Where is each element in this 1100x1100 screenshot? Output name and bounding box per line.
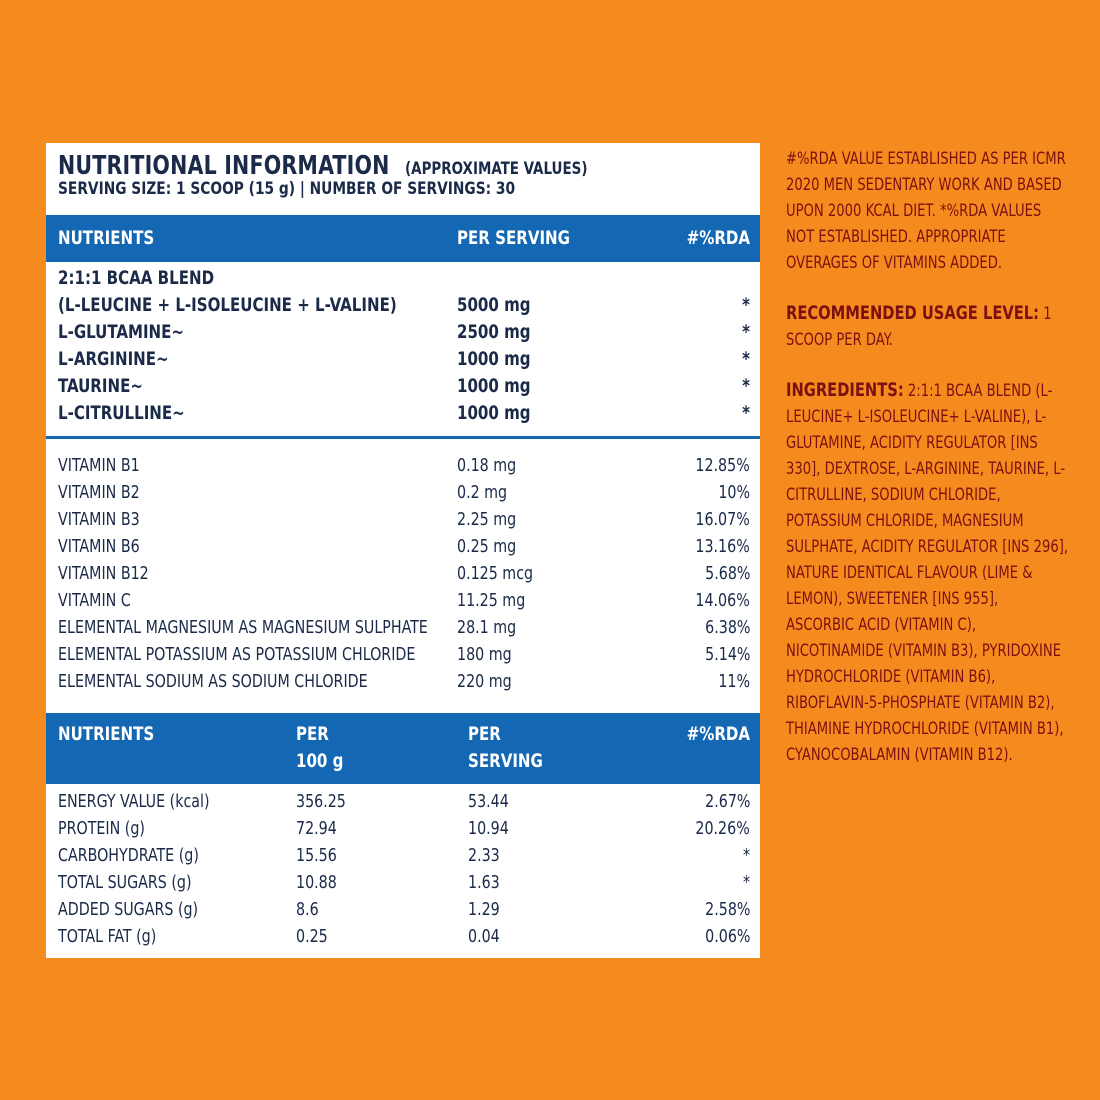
- table-row: [46, 455, 760, 482]
- section-divider: [46, 436, 760, 439]
- nutrition-serving: 1.63: [468, 872, 500, 893]
- table-header-nutrition: [46, 713, 760, 784]
- list-item: [46, 267, 760, 294]
- nutrition-rda: 2.58%: [704, 899, 750, 920]
- vitamin-rda: 12.85%: [695, 455, 750, 476]
- nutrition-name: PROTEIN (g): [58, 818, 145, 839]
- header2-rda: #%RDA: [686, 723, 750, 745]
- header2-per100-line2: 100 g: [296, 750, 344, 772]
- table-row: [46, 644, 760, 671]
- nutrition-rda: 0.06%: [704, 926, 750, 947]
- vitamin-name: VITAMIN B6: [58, 536, 140, 557]
- nutrient-rda: *: [742, 294, 750, 316]
- nutrient-value: 1000 mg: [457, 348, 531, 370]
- nutrition-per100: 356.25: [296, 791, 346, 812]
- vitamin-value: 0.18 mg: [457, 455, 517, 476]
- list-item: [46, 294, 760, 321]
- vitamin-value: 11.25 mg: [457, 590, 526, 611]
- vitamin-rda: 13.16%: [695, 536, 750, 557]
- header-nutrients: NUTRIENTS: [58, 227, 155, 249]
- vitamins-section: [46, 455, 760, 698]
- nutrition-rda: *: [742, 845, 750, 866]
- header2-nutrients: NUTRIENTS: [58, 723, 155, 745]
- vitamin-rda: 6.38%: [704, 617, 750, 638]
- rda-note: #%RDA VALUE ESTABLISHED AS PER ICMR 2020 MEN SEDENTARY WORK AND BASED UPON 2000 KCAL DIET. *%RDA VALUES NOT ESTABLISHED. APPROPRIATE OVERAGES OF VITAMINS ADDED.: [786, 149, 1066, 273]
- nutrition-name: ENERGY VALUE (kcal): [58, 791, 210, 812]
- vitamin-value: 180 mg: [457, 644, 512, 665]
- serving-info: SERVING SIZE: 1 SCOOP (15 g) | NUMBER OF SERVINGS: 30: [58, 179, 516, 199]
- nutrient-rda: *: [742, 375, 750, 397]
- ingredients-text: 2:1:1 BCAA BLEND (L-LEUCINE+ L-ISOLEUCINE+ L-VALINE), L-GLUTAMINE, ACIDITY REGULATOR [INS 330], DEXTROSE, L-ARGININE, TAURINE, L-CITRULLINE, SODIUM CHLORIDE, POTASSIUM CHLORIDE, MAGNESIUM SULPHATE, ACIDITY REGULATOR [INS 296], NATURE IDENTICAL FLAVOUR (LIME & LEMON), SWEETENER [INS 955], ASCORBIC ACID (VITAMIN C), NICOTINAMIDE (VITAMIN B3), PYRIDOXINE HYDROCHLORIDE (VITAMIN B6), RIBOFLAVIN-5-PHOSPHATE (VITAMIN B2), THIAMINE HYDROCHLORIDE (VITAMIN B1), CYANOCOBALAMIN (VITAMIN B12).: [786, 381, 1068, 765]
- nutrition-rda: 20.26%: [695, 818, 750, 839]
- table-row: [46, 899, 760, 926]
- vitamin-rda: 11%: [718, 671, 750, 692]
- table-row: [46, 845, 760, 872]
- nutrient-value: 2500 mg: [457, 321, 531, 343]
- vitamin-rda: 5.14%: [704, 644, 750, 665]
- nutrition-rda: 2.67%: [704, 791, 750, 812]
- vitamin-name: VITAMIN C: [58, 590, 131, 611]
- nutrition-section: [46, 791, 760, 953]
- table-row: [46, 509, 760, 536]
- table-row: [46, 872, 760, 899]
- ingredients-note: [786, 377, 1070, 768]
- vitamin-value: 28.1 mg: [457, 617, 517, 638]
- nutrient-value: 5000 mg: [457, 294, 531, 316]
- vitamin-value: 0.25 mg: [457, 536, 517, 557]
- bcaa-blend-title: 2:1:1 BCAA BLEND: [58, 267, 215, 289]
- side-notes: [786, 146, 1066, 792]
- list-item: [46, 348, 760, 375]
- nutrition-panel: [46, 143, 760, 958]
- vitamin-rda: 5.68%: [704, 563, 750, 584]
- header-rda: #%RDA: [686, 227, 750, 249]
- table-row: [46, 590, 760, 617]
- vitamin-name: VITAMIN B12: [58, 563, 149, 584]
- header2-perserv-line2: SERVING: [468, 750, 543, 772]
- nutrition-serving: 1.29: [468, 899, 500, 920]
- header-per-serving: PER SERVING: [457, 227, 570, 249]
- vitamin-rda: 14.06%: [695, 590, 750, 611]
- nutrient-value: 1000 mg: [457, 402, 531, 424]
- list-item: [46, 402, 760, 429]
- vitamin-name: ELEMENTAL SODIUM AS SODIUM CHLORIDE: [58, 671, 368, 692]
- usage-text: 1 SCOOP PER DAY.: [786, 304, 1052, 350]
- table-row: [46, 671, 760, 698]
- table-row: [46, 926, 760, 953]
- nutrient-rda: *: [742, 348, 750, 370]
- vitamin-value: 2.25 mg: [457, 509, 517, 530]
- nutrition-name: TOTAL SUGARS (g): [58, 872, 192, 893]
- nutrient-rda: *: [742, 402, 750, 424]
- nutrient-value: 1000 mg: [457, 375, 531, 397]
- nutrition-serving: 53.44: [468, 791, 509, 812]
- bcaa-section: [46, 267, 760, 429]
- ingredients-label: INGREDIENTS:: [786, 379, 904, 401]
- vitamin-value: 0.2 mg: [457, 482, 508, 503]
- table-row: [46, 536, 760, 563]
- vitamin-name: VITAMIN B2: [58, 482, 140, 503]
- nutrition-per100: 8.6: [296, 899, 319, 920]
- vitamin-rda: 16.07%: [695, 509, 750, 530]
- nutrition-serving: 2.33: [468, 845, 500, 866]
- nutrition-per100: 10.88: [296, 872, 337, 893]
- nutrition-rda: *: [742, 872, 750, 893]
- title-block: [58, 151, 750, 199]
- vitamin-name: ELEMENTAL MAGNESIUM AS MAGNESIUM SULPHATE: [58, 617, 428, 638]
- list-item: [46, 321, 760, 348]
- table-row: [46, 818, 760, 845]
- nutrient-name: L-GLUTAMINE~: [58, 321, 185, 343]
- vitamin-value: 220 mg: [457, 671, 512, 692]
- table-row: [46, 617, 760, 644]
- nutrition-serving: 0.04: [468, 926, 500, 947]
- nutrient-name: L-ARGININE~: [58, 348, 169, 370]
- vitamin-rda: 10%: [718, 482, 750, 503]
- nutrient-name: L-CITRULLINE~: [58, 402, 185, 424]
- usage-note: [786, 300, 1070, 353]
- nutrient-name: (L-LEUCINE + L-ISOLEUCINE + L-VALINE): [58, 294, 397, 316]
- title-subtitle: (APPROXIMATE VALUES): [404, 159, 588, 179]
- vitamin-name: ELEMENTAL POTASSIUM AS POTASSIUM CHLORIDE: [58, 644, 416, 665]
- vitamin-value: 0.125 mcg: [457, 563, 534, 584]
- nutrition-per100: 72.94: [296, 818, 337, 839]
- vitamin-name: VITAMIN B1: [58, 455, 140, 476]
- nutrition-serving: 10.94: [468, 818, 509, 839]
- usage-label: RECOMMENDED USAGE LEVEL:: [786, 302, 1040, 324]
- nutrition-per100: 15.56: [296, 845, 337, 866]
- table-row: [46, 563, 760, 590]
- page-title: NUTRITIONAL INFORMATION: [58, 151, 390, 181]
- header2-perserv-line1: PER: [468, 723, 501, 745]
- nutrition-name: TOTAL FAT (g): [58, 926, 157, 947]
- vitamin-name: VITAMIN B3: [58, 509, 140, 530]
- nutrition-per100: 0.25: [296, 926, 328, 947]
- nutrient-name: TAURINE~: [58, 375, 143, 397]
- nutrition-name: CARBOHYDRATE (g): [58, 845, 199, 866]
- header2-per100-line1: PER: [296, 723, 329, 745]
- table-header-nutrients: [46, 215, 760, 262]
- table-row: [46, 791, 760, 818]
- nutrient-rda: *: [742, 321, 750, 343]
- table-row: [46, 482, 760, 509]
- list-item: [46, 375, 760, 402]
- nutrition-name: ADDED SUGARS (g): [58, 899, 199, 920]
